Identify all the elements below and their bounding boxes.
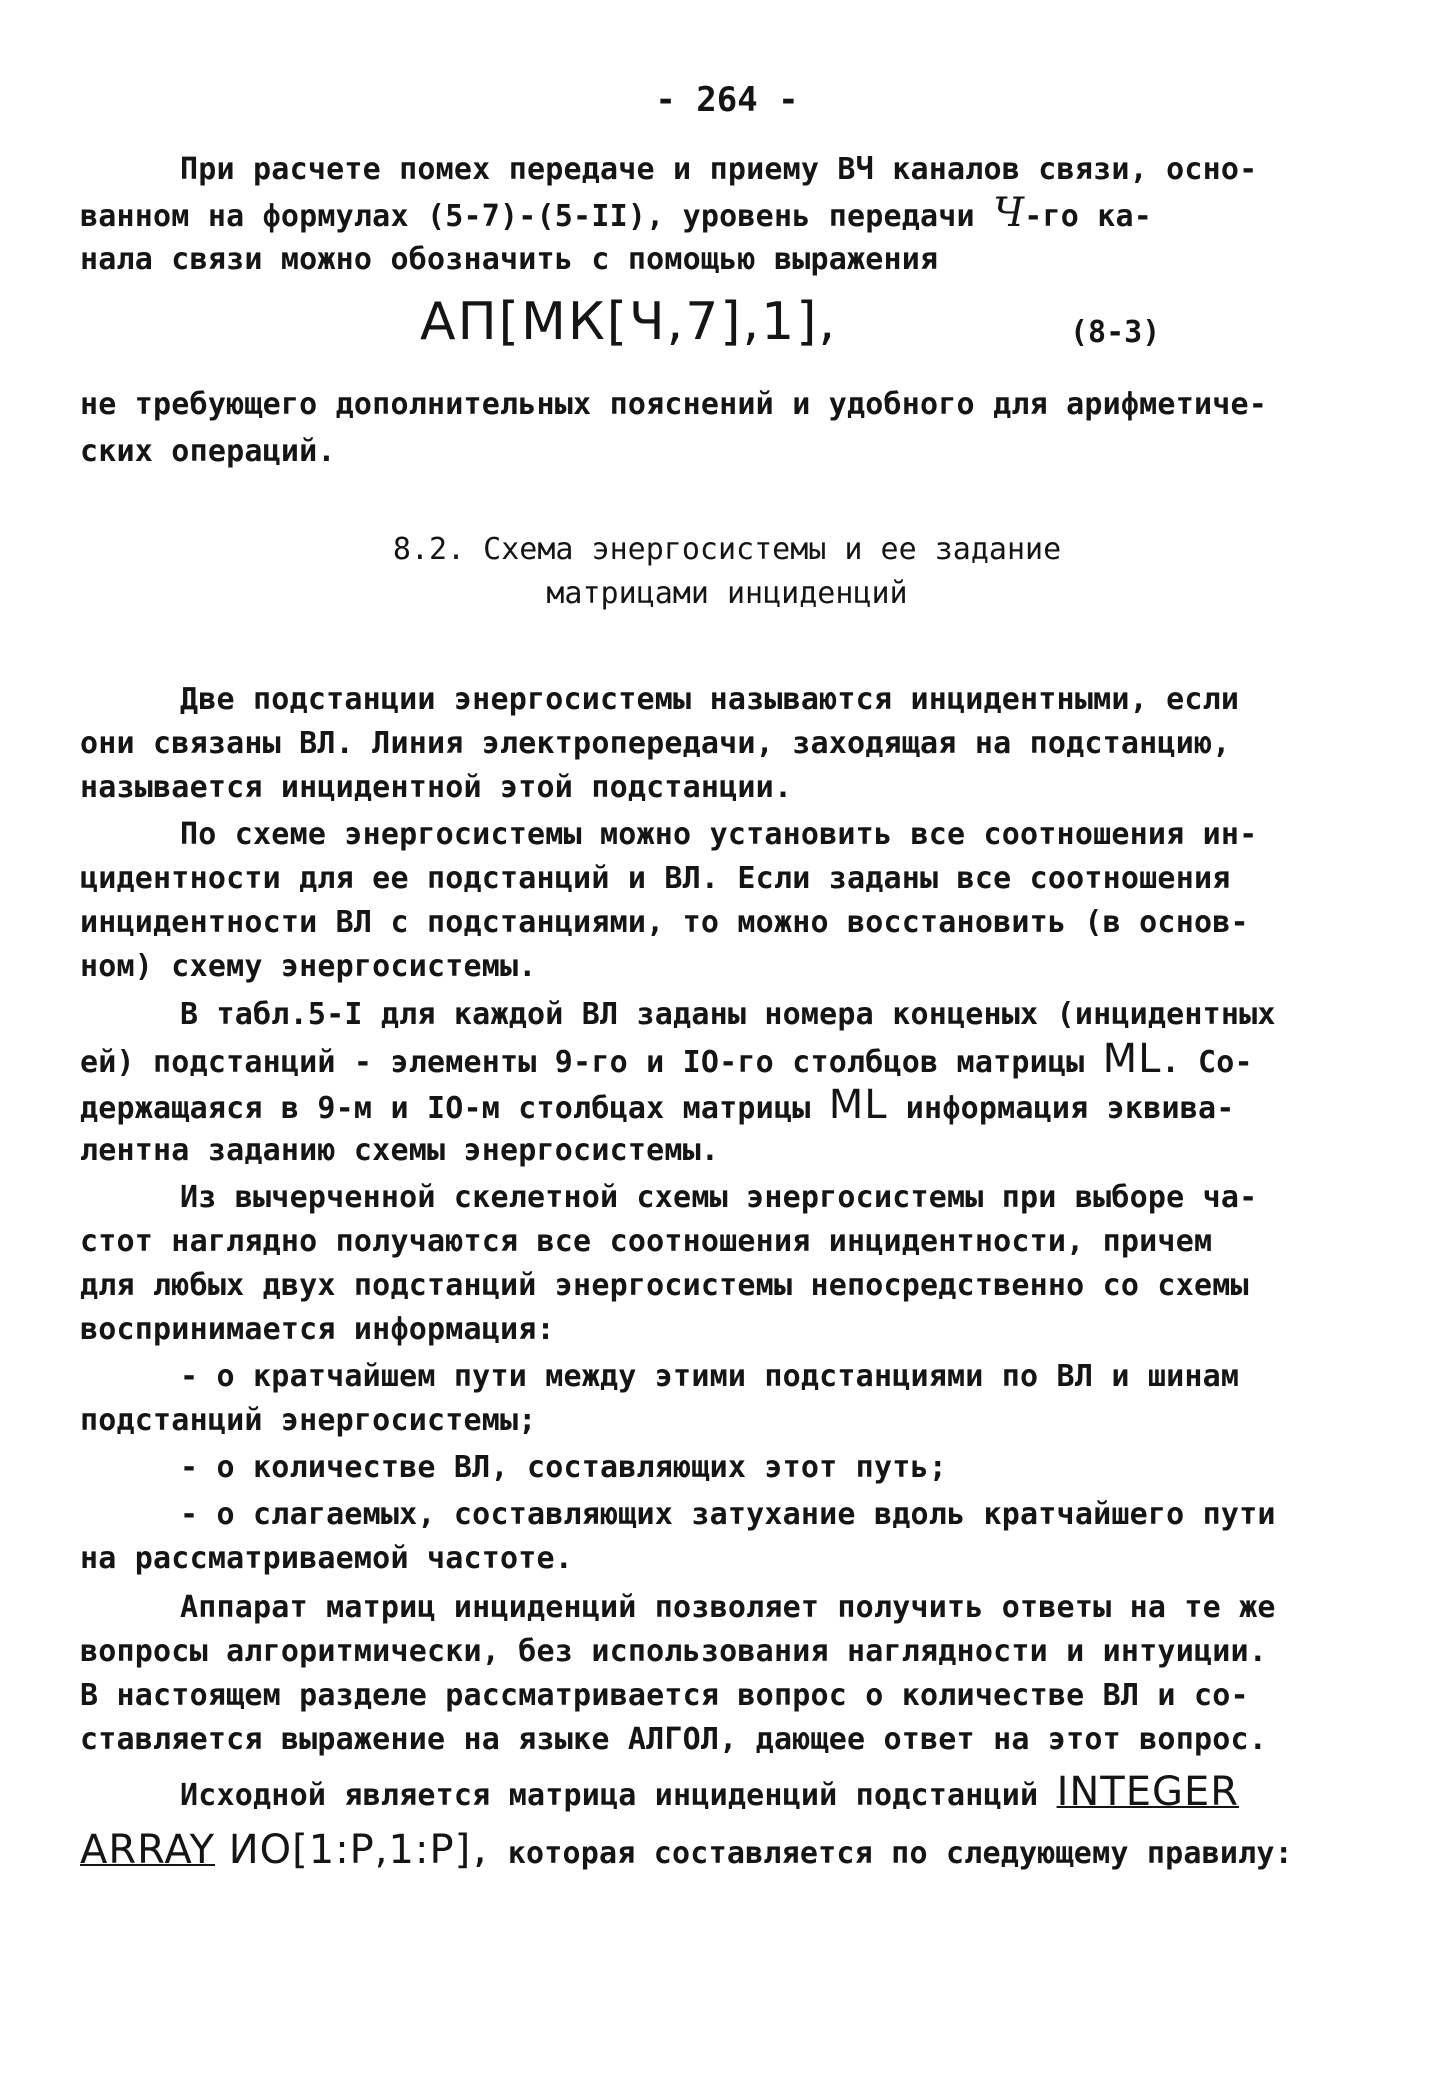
body-p2-line2: цидентности для ее подстанций и ВЛ. Если заданы все соотношения bbox=[80, 861, 1231, 896]
bullet3-line1: - о слагаемых, составляющих затухание вдоль кратчайшего пути bbox=[180, 1497, 1276, 1532]
bullet3-line2: на рассматриваемой частоте. bbox=[80, 1541, 574, 1576]
body-p3-line4: лентна заданию схемы энергосистемы. bbox=[80, 1133, 720, 1168]
body-p6-line1 bbox=[180, 1769, 1240, 1816]
para2-line2: ских операций. bbox=[80, 434, 336, 469]
body-p1-line1: Две подстанции энергосистемы называются инцидентными, если bbox=[180, 682, 1240, 717]
matrix-io-declaration-handwritten: ИО[1:P,1:P] bbox=[215, 1827, 472, 1873]
body-p1-line3: называется инцидентной этой подстанции. bbox=[80, 770, 793, 805]
body-p6-line2-b: , которая составляется по следующему правилу: bbox=[471, 1836, 1293, 1871]
body-p1-line2: они связаны ВЛ. Линия электропередачи, заходящая на подстанцию, bbox=[80, 726, 1231, 761]
para1-line2-b: -го ка- bbox=[1024, 199, 1153, 234]
para1-line2 bbox=[80, 190, 1153, 237]
para1-line3: нала связи можно обозначить с помощью выражения bbox=[80, 242, 939, 277]
body-p5-line4: ставляется выражение на языке АЛГОЛ, дающее ответ на этот вопрос. bbox=[80, 1722, 1267, 1757]
body-p2-line1: По схеме энергосистемы можно установить все соотношения ин- bbox=[180, 817, 1258, 852]
section-title-line2: матрицами инциденций bbox=[546, 576, 908, 611]
para1-line2-a: ванном на формулах (5-7)-(5-II), уровень передачи bbox=[80, 199, 994, 234]
page-number: - 264 - bbox=[655, 80, 799, 120]
body-p3-line2 bbox=[80, 1036, 1253, 1083]
integer-keyword-handwritten: INTEGER bbox=[1056, 1769, 1240, 1815]
section-title-line1: 8.2. Схема энергосистемы и ее задание bbox=[392, 532, 1062, 567]
body-p3-line2-a: ей) подстанций - элементы 9-го и IO-го столбцов матрицы bbox=[80, 1045, 1103, 1080]
body-p5-line2: вопросы алгоритмически, без использования наглядности и интуиции. bbox=[80, 1634, 1267, 1669]
bullet1-line2: подстанций энергосистемы; bbox=[80, 1403, 537, 1438]
body-p2-line3: инцидентности ВЛ с подстанциями, то можно восстановить (в основ- bbox=[80, 905, 1249, 940]
body-p3-line1: В табл.5-I для каждой ВЛ заданы номера конценых (инцидентных bbox=[180, 997, 1276, 1032]
array-keyword-handwritten: ARRAY bbox=[80, 1827, 216, 1873]
body-p3-line3-a: держащаяся в 9-м и IO-м столбцах матрицы bbox=[80, 1091, 829, 1126]
body-p3-line3-b: информация эквива- bbox=[887, 1091, 1235, 1126]
channel-symbol: Ч bbox=[993, 190, 1025, 236]
body-p6-line2 bbox=[80, 1827, 1293, 1874]
body-p5-line3: В настоящем разделе рассматривается вопрос о количестве ВЛ и со- bbox=[80, 1678, 1249, 1713]
body-p2-line4: ном) схему энергосистемы. bbox=[80, 949, 537, 984]
formula-expression: АП[МК[Ч,7],1], bbox=[420, 292, 838, 352]
body-p4-line3: для любых двух подстанций энергосистемы непосредственно со схемы bbox=[80, 1268, 1249, 1303]
body-p3-line2-b: . Со- bbox=[1161, 1045, 1253, 1080]
bullet2: - о количестве ВЛ, составляющих этот путь; bbox=[180, 1450, 947, 1485]
body-p4-line2: стот наглядно получаются все соотношения инцидентности, причем bbox=[80, 1224, 1213, 1259]
body-p4-line4: воспринимается информация: bbox=[80, 1312, 555, 1347]
body-p4-line1: Из вычерченной скелетной схемы энергосистемы при выборе ча- bbox=[180, 1180, 1258, 1215]
para1-line1: При расчете помех передаче и приему ВЧ каналов связи, осно- bbox=[180, 152, 1258, 187]
body-p5-line1: Аппарат матриц инциденций позволяет получить ответы на те же bbox=[180, 1590, 1276, 1625]
para2-line1: не требующего дополнительных пояснений и удобного для арифметиче- bbox=[80, 387, 1267, 422]
body-p6-line1-a: Исходной является матрица инциденций подстанций bbox=[180, 1778, 1057, 1813]
matrix-ml-handwritten-2: ML bbox=[828, 1082, 888, 1128]
bullet1-line1: - о кратчайшем пути между этими подстанциями по ВЛ и шинам bbox=[180, 1359, 1240, 1394]
equation-number: (8-3) bbox=[1070, 315, 1161, 350]
body-p3-line3 bbox=[80, 1082, 1235, 1129]
matrix-ml-handwritten-1: ML bbox=[1102, 1036, 1162, 1082]
